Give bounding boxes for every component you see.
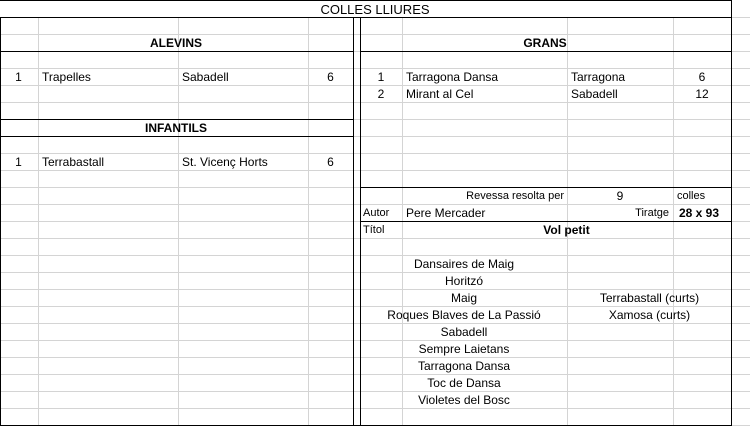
group-name-left: Sabadell: [440, 325, 488, 339]
group-name-left: Horitzó: [444, 274, 483, 288]
solved-by-value: 9: [616, 189, 624, 203]
alevins-header: ALEVINS: [149, 36, 202, 50]
solved-by-unit: colles: [677, 190, 706, 202]
grans-team-name: Mirant al Cel: [406, 87, 474, 101]
grid-line: [38, 17, 39, 425]
alevins-team-name: Trapelles: [42, 70, 91, 84]
alevins-team-city: Sabadell: [182, 70, 229, 84]
titol-value: Vol petit: [543, 223, 590, 237]
grans-team-name: Tarragona Dansa: [406, 70, 499, 84]
infantils-team-count: 6: [327, 155, 334, 169]
sheet-title: COLLES LLIURES: [320, 2, 430, 17]
grans-team-count: 12: [695, 87, 709, 101]
infantils-header: INFANTILS: [145, 121, 207, 135]
alevins-row-number: 1: [15, 70, 22, 84]
group-name-left: Tarragona Dansa: [417, 359, 511, 373]
print-run-value: 28 x 93: [678, 206, 720, 220]
author-label: Autor: [363, 207, 390, 219]
group-name-left: Maig: [450, 291, 477, 305]
group-name-left: Violetes del Bosc: [418, 393, 510, 407]
grans-header: GRANS: [523, 36, 567, 50]
alevins-team-count: 6: [327, 70, 334, 84]
infantils-team-city: St. Vicenç Horts: [182, 155, 268, 169]
border-line: [731, 0, 732, 426]
grid-line: [178, 17, 179, 425]
group-name-right: Terrabastall (curts): [599, 291, 700, 305]
group-name-left: Roques Blaves de La Passió: [387, 308, 541, 322]
border-line: [353, 17, 354, 426]
group-name-left: Sempre Laietans: [418, 342, 510, 356]
grans-row-number: 2: [377, 87, 385, 101]
group-name-left: Toc de Dansa: [427, 376, 501, 390]
grans-row-number: 1: [377, 70, 385, 84]
titol-label: Títol: [363, 224, 385, 236]
infantils-row-number: 1: [15, 155, 22, 169]
group-name-right: Xamosa (curts): [608, 308, 691, 322]
infantils-team-name: Terrabastall: [42, 155, 105, 169]
grans-team-count: 6: [698, 70, 706, 84]
author-value: Pere Mercader: [406, 206, 486, 220]
grans-team-city: Sabadell: [571, 87, 618, 101]
print-run-label: Tiratge: [635, 207, 669, 219]
border-line: [0, 425, 731, 426]
solved-by-label: Revessa resolta per: [466, 190, 564, 202]
grans-team-city: Tarragona: [571, 70, 626, 84]
group-name-left: Dansaires de Maig: [413, 257, 515, 271]
